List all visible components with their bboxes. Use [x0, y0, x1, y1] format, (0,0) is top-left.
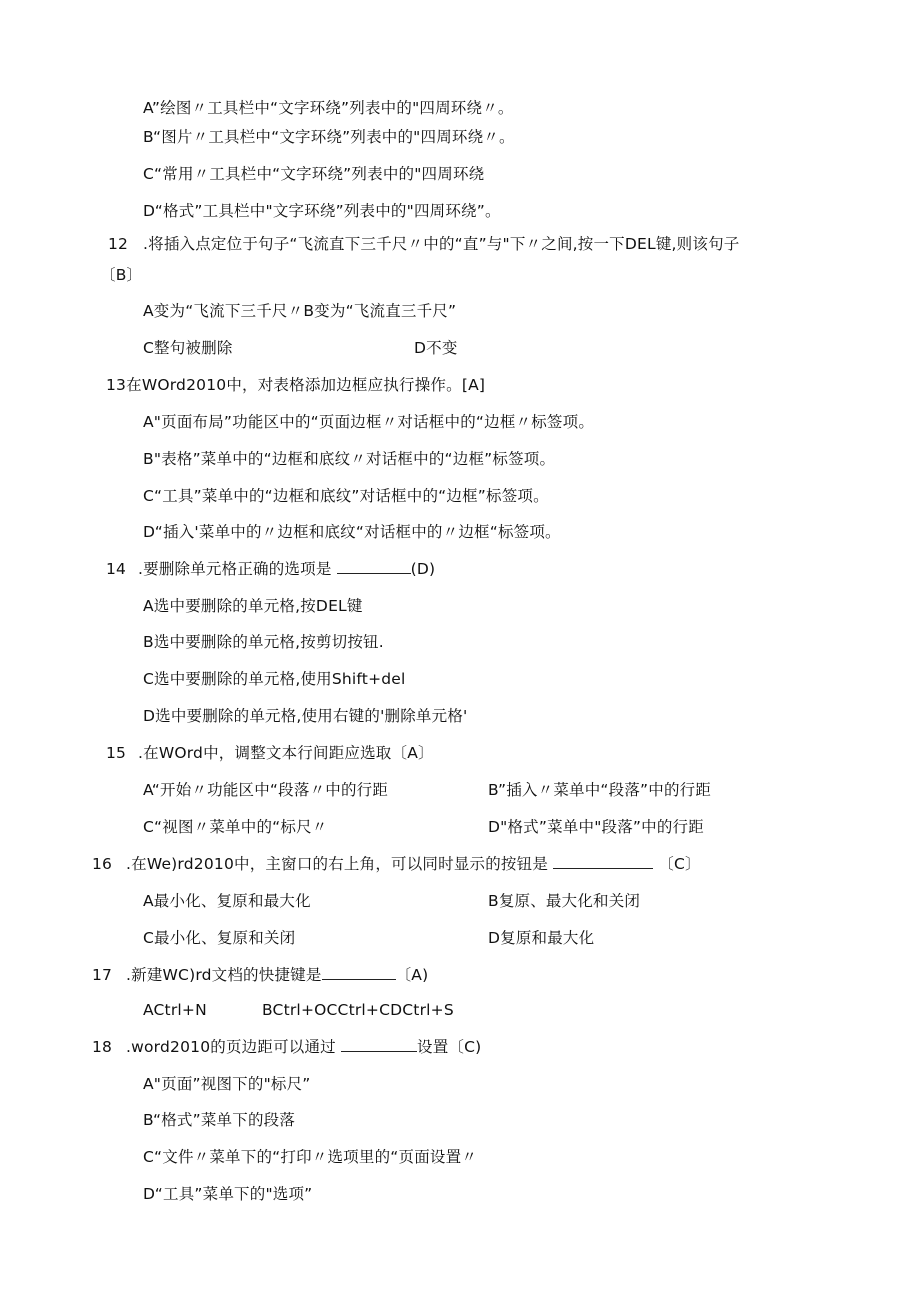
q17-number: 17 — [92, 966, 113, 984]
q18-option-d: D“工具”菜单下的"选项” — [143, 1185, 313, 1203]
q16-answer: 〔C〕 — [658, 855, 701, 873]
q14-option-b: B选中要删除的单元格,按剪切按钮. — [143, 633, 384, 651]
q14-number: 14 — [106, 560, 127, 578]
q12-option-d: D不变 — [414, 339, 458, 357]
q18-stem-text: .word2010的页边距可以通过 — [126, 1038, 336, 1056]
q13-option-b: B"表格”菜单中的“边框和底纹〃对话框中的“边框”标签项。 — [143, 450, 556, 468]
q16-number: 16 — [92, 855, 113, 873]
q14-stem-text: .要删除单元格正确的选项是 — [138, 560, 332, 578]
q12-options-ab: A变为“飞流下三千尺〃B变为“飞流直三千尺” — [143, 302, 457, 320]
q11-option-d: D“格式”工具栏中"文字环绕”列表中的"四周环绕”。 — [143, 202, 501, 220]
q15-option-b: B”插入〃菜单中“段落”中的行距 — [488, 781, 712, 799]
q13-option-a: A"页面布局”功能区中的“页面边框〃对话框中的“边框〃标签项。 — [143, 413, 595, 431]
q17-options-bcd: BCtrl+OCCtrl+CDCtrl+S — [262, 1001, 454, 1019]
q17-answer: 〔A) — [395, 966, 429, 984]
q18-number: 18 — [92, 1038, 113, 1056]
q16-stem — [126, 854, 701, 874]
q14-answer-blank — [337, 559, 411, 574]
q15-option-a: A“开始〃功能区中“段落〃中的行距 — [143, 781, 389, 799]
q16-option-b: B复原、最大化和关闭 — [488, 892, 641, 910]
q18-answer-blank — [341, 1037, 417, 1052]
q14-option-a: A选中要删除的单元格,按DEL键 — [143, 597, 363, 615]
q15-option-d: D"格式”菜单中"段落”中的行距 — [488, 818, 704, 836]
q15-stem: .在WOrd中，调整文本行间距应选取〔A〕 — [138, 744, 434, 762]
q17-answer-blank — [322, 965, 396, 980]
q11-option-c: C“常用〃工具栏中“文字环绕”列表中的"四周环绕 — [143, 165, 485, 183]
q13-option-c: C“工具”菜单中的“边框和底纹”对话框中的“边框”标签项。 — [143, 487, 549, 505]
q12-stem: .将插入点定位于句子“飞流直下三千尺〃中的“直”与"下〃之间,按一下DEL键,则该句子 — [143, 235, 740, 253]
q16-option-c: C最小化、复原和关闭 — [143, 929, 296, 947]
q16-option-d: D复原和最大化 — [488, 929, 595, 947]
q18-option-c: C“文件〃菜单下的“打印〃选项里的“页面设置〃 — [143, 1148, 478, 1166]
q11-option-b: B“图片〃工具栏中“文字环绕”列表中的"四周环绕〃。 — [143, 128, 515, 146]
q14-option-c: C选中要删除的单元格,使用Shift+del — [143, 670, 406, 688]
q16-answer-blank — [553, 854, 653, 869]
q15-number: 15 — [106, 744, 127, 762]
q18-stem — [126, 1037, 481, 1057]
q16-stem-text: .在We)rd2010中，主窗口的右上角，可以同时显示的按钮是 — [126, 855, 549, 873]
q14-answer: (D) — [410, 560, 436, 578]
q17-stem-text: .新建WC)rd文档的快捷键是 — [126, 966, 322, 984]
q12-answer: 〔B〕 — [100, 266, 143, 284]
q17-stem — [126, 965, 428, 985]
q17-option-a: ACtrl+N — [143, 1001, 207, 1019]
q12-number: 12 — [108, 235, 129, 253]
q16-option-a: A最小化、复原和最大化 — [143, 892, 311, 910]
q15-option-c: C“视图〃菜单中的“标尺〃 — [143, 818, 328, 836]
q12-option-c: C整句被删除 — [143, 339, 233, 357]
q11-option-a: A”绘图〃工具栏中“文字环绕”列表中的"四周环绕〃。 — [143, 99, 514, 117]
q18-option-b: B“格式”菜单下的段落 — [143, 1111, 296, 1129]
q13-stem: 13在WOrd2010中，对表格添加边框应执行操作。[A] — [106, 376, 486, 394]
q14-option-d: D选中要删除的单元格,使用右键的'删除单元格' — [143, 707, 468, 725]
q18-answer: 设置〔C) — [417, 1038, 482, 1056]
q18-option-a: A"页面”视图下的"标尺” — [143, 1075, 311, 1093]
q13-option-d: D“插入'菜单中的〃边框和底纹“对话框中的〃边框“标签项。 — [143, 523, 561, 541]
q14-stem — [138, 559, 435, 579]
